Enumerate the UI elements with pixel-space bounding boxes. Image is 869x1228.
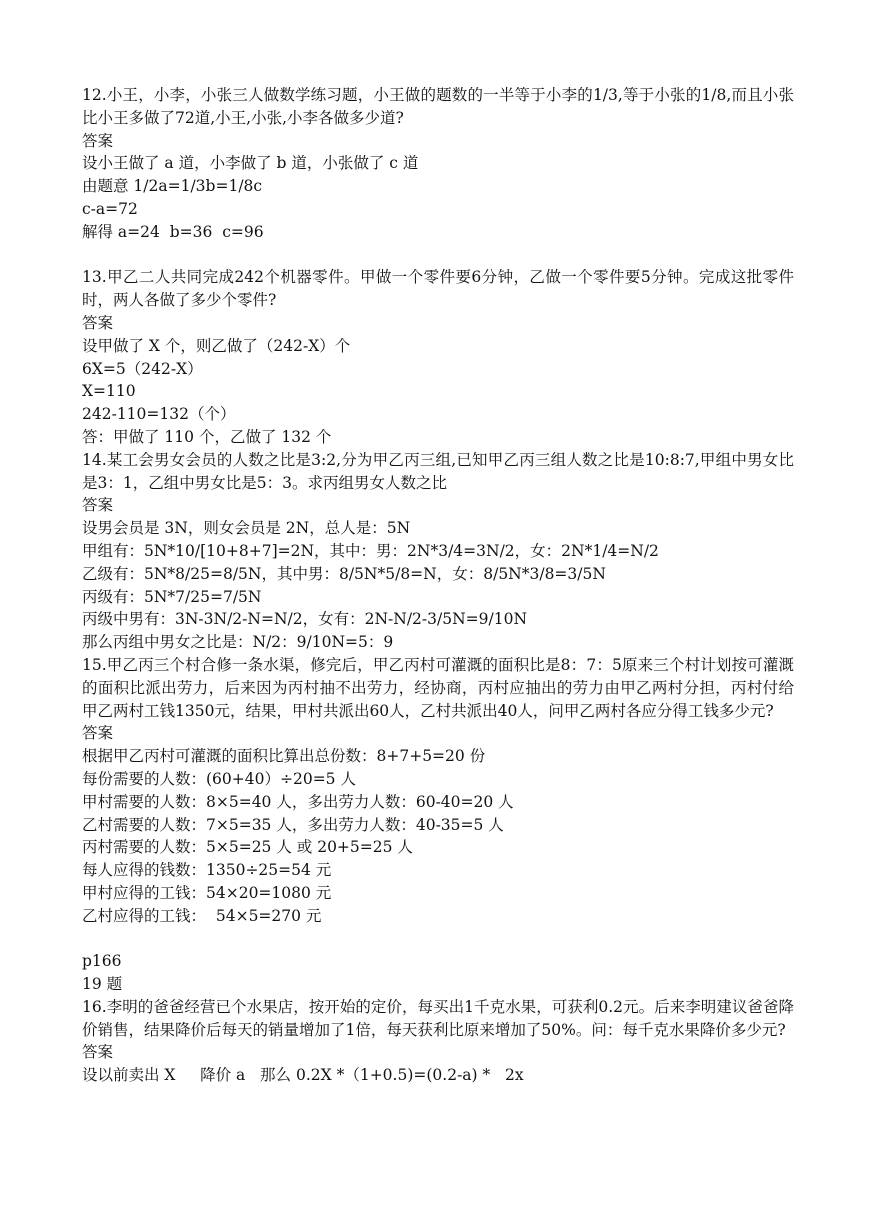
answer-line: 设甲做了 X 个，则乙做了（242-X）个 <box>82 336 351 355</box>
answer-line: 甲组有：5N*10/[10+8+7]=2N，其中：男：2N*3/4=3N/2，女：2N*1/4=N/2 <box>82 541 659 560</box>
answer-line: 设男会员是 3N，则女会员是 2N，总人是：5N <box>82 519 411 538</box>
answer-line: 242-110=132（个） <box>82 405 236 424</box>
answer-line: 那么丙组中男女之比是：N/2：9/10N=5：9 <box>82 633 394 652</box>
answer-line: 丙级中男有：3N-3N/2-N=N/2，女有：2N-N/2-3/5N=9/10N <box>82 610 528 629</box>
answer-label: 答案 <box>82 496 114 515</box>
answer-line: 丙村需要的人数：5×5=25 人 或 20+5=25 人 <box>82 838 413 857</box>
answer-line: 解得 a=24 b=36 c=96 <box>82 222 264 241</box>
answer-label: 答案 <box>82 131 114 150</box>
answer-line: 设小王做了 a 道，小李做了 b 道，小张做了 c 道 <box>82 154 419 173</box>
question-13 <box>82 266 794 448</box>
answer-line: 6X=5（242-X） <box>82 359 203 378</box>
answer-line: 甲村需要的人数：8×5=40 人，多出劳力人数：60-40=20 人 <box>82 792 514 811</box>
answer-line: 设以前卖出 X 降价 a 那么 0.2X *（1+0.5)=(0.2-a) * 2x <box>82 1066 524 1085</box>
question-15-text: 15.甲乙丙三个村合修一条水渠，修完后，甲乙丙村可灌溉的面积比是8：7：5原来三个村计划按可灌溉的面积比派出劳力，后来因为丙村抽不出劳力，经协商，丙村应抽出的劳力由甲乙两村分担，丙村付给甲乙两村工钱1350元，结果，甲村共派出60人，乙村共派出40人，问甲乙两村各应分得工钱多少元? <box>82 655 794 720</box>
blank-line <box>82 927 794 950</box>
question-12 <box>82 84 794 244</box>
answer-line: 丙级有：5N*7/25=7/5N <box>82 587 262 606</box>
question-16-text: 16.李明的爸爸经营已个水果店，按开始的定价，每买出1千克水果，可获利0.2元。后来李明建议爸爸降价销售，结果降价后每天的销量增加了1倍，每天获利比原来增加了50%。问：每千克水果降价多少元? <box>82 997 794 1039</box>
blank-line <box>82 244 794 267</box>
answer-line: 根据甲乙丙村可灌溉的面积比算出总份数：8+7+5=20 份 <box>82 747 486 766</box>
question-14 <box>82 449 794 654</box>
item-reference: 19 题 <box>82 975 123 994</box>
answer-line: c-a=72 <box>82 199 138 218</box>
answer-line: 甲村应得的工钱：54×20=1080 元 <box>82 883 332 902</box>
question-15 <box>82 654 794 928</box>
answer-label: 答案 <box>82 724 114 743</box>
answer-line: X=110 <box>82 382 136 401</box>
answer-line: 乙村应得的工钱： 54×5=270 元 <box>82 906 322 925</box>
answer-line: 乙级有：5N*8/25=8/5N，其中男：8/5N*5/8=N，女：8/5N*3/8=3/5N <box>82 564 606 583</box>
page-reference: p166 <box>82 952 122 971</box>
question-12-text: 12.小王，小李，小张三人做数学练习题，小王做的题数的一半等于小李的1/3,等于小张的1/8,而且小张比小王多做了72道,小王,小张,小李各做多少道? <box>82 86 794 127</box>
question-16 <box>82 996 794 1087</box>
answer-line: 答：甲做了 110 个，乙做了 132 个 <box>82 427 332 446</box>
question-13-text: 13.甲乙二人共同完成242个机器零件。甲做一个零件要6分钟，乙做一个零件要5分钟。完成这批零件时，两人各做了多少个零件? <box>82 268 794 310</box>
answer-line: 由题意 1/2a=1/3b=1/8c <box>82 177 263 196</box>
answer-label: 答案 <box>82 1043 114 1062</box>
answer-label: 答案 <box>82 313 114 332</box>
answer-line: 每人应得的钱数：1350÷25=54 元 <box>82 861 332 880</box>
document-page <box>82 84 794 1087</box>
answer-line: 乙村需要的人数：7×5=35 人，多出劳力人数：40-35=5 人 <box>82 815 504 834</box>
question-14-text: 14.某工会男女会员的人数之比是3:2,分为甲乙丙三组,已知甲乙丙三组人数之比是10:8:7,甲组中男女比是3：1，乙组中男女比是5：3。求丙组男女人数之比 <box>82 450 794 492</box>
answer-line: 每份需要的人数：(60+40）÷20=5 人 <box>82 769 356 788</box>
